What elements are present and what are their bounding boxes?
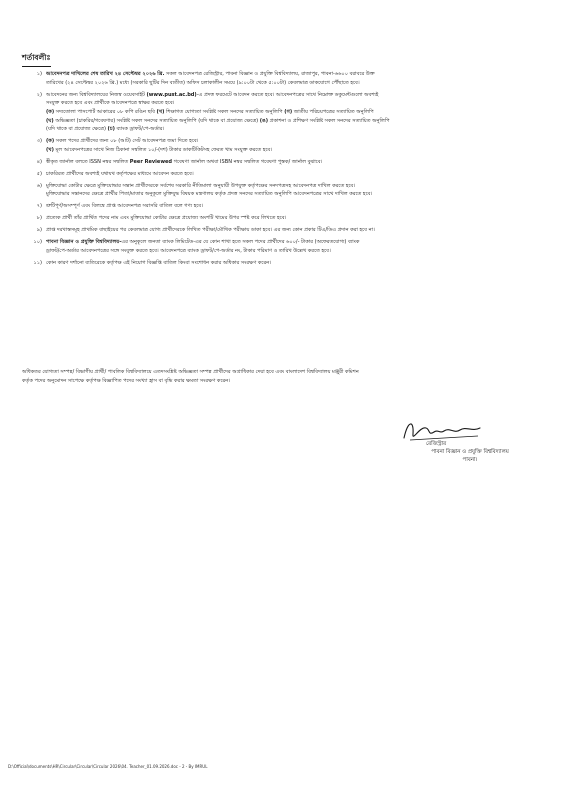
condition-number: ১১) <box>33 259 42 266</box>
condition-text-run: (যদি থাকে বা প্রযোজ্য ক্ষেত্রে) <box>46 126 108 133</box>
condition-bold-text: (www.pust.ac.bd) <box>146 91 197 98</box>
condition-text <box>46 238 542 255</box>
closing-line: অধিকতর যোগ্যতা সম্পন্ন/ বিভাগীয় প্রার্থী/ পাবলিক বিশ্ববিদ্যালয়ে এতদসংশ্লিষ্ট অভিজ্ঞতা সম্পন্ন প্রার্থীদের অগ্রাধিকার দেয়া হবে এবং বাংলাদেশ বিশ্ববিদ্যালয় মঞ্জুরী কমিশন <box>22 369 359 375</box>
condition-text-run: -এ প্রদত্ত ফরমেটে আবেদন করতে হবে। আবেদনপত্রের সাথে নিম্নোক্ত ডকুমেন্টগুলো অবশ্যই <box>196 91 379 98</box>
signatory-role: রেজিস্ট্রার <box>426 441 447 447</box>
condition-bold-text: পাবনা বিজ্ঞান ও প্রযুক্তি বিশ্ববিদ্যালয়- <box>46 238 122 245</box>
condition-text-run: প্রকাশনা ও প্রশিক্ষণ সংশ্লিষ্ট সকল সনদের সত্যায়িত অনুলিপি <box>268 117 390 124</box>
condition-bold-text: (খ) <box>46 147 54 153</box>
condition-number: ২) <box>36 91 42 98</box>
condition-text-run: কোন কারণ দর্শানো ব্যতিরেকে কর্তৃপক্ষ এই নিয়োগ বিজ্ঞপ্তি বাতিল কিংবা সংশোধন করার অধিকার সংরক্ষণ করেন। <box>46 259 272 266</box>
condition-bold-text: (চ) <box>107 126 115 133</box>
condition-item <box>22 238 542 255</box>
condition-text-run: আবেদনের জন্য বিশ্ববিদ্যালয়ের নিজস্ব ওয়েবসাইট <box>46 91 147 98</box>
condition-bold-text: (ঘ) <box>46 117 54 124</box>
condition-text <box>46 259 542 268</box>
condition-line <box>46 99 542 108</box>
condition-text-run: অভিজ্ঞতা (চাকরির/গবেষণার) সংশ্লিষ্ট সকল সনদের সত্যায়িত অনুলিপি (যদি থাকে বা প্রযোজ্য ক্ষেত্রে) <box>53 117 260 124</box>
condition-line <box>46 182 542 191</box>
signatory-city: পাবনা। <box>462 457 478 463</box>
condition-number: ৭) <box>36 203 42 210</box>
condition-item <box>22 91 542 135</box>
condition-line <box>46 238 542 247</box>
condition-text-run: মূল আবেদনপত্রের সাথে নিজ ঠিকানা সম্বলিত ১০/-(দশ) টাকার ডাকটিকিটসহ ফেরত খাম সংযুক্ত করতে হবে। <box>53 147 273 153</box>
condition-line <box>46 190 542 199</box>
condition-item <box>22 226 542 235</box>
condition-text-run: চাকরিরত প্রার্থীদের অবশ্যই যথাযথ কর্তৃপক্ষের মাধ্যমে আবেদন করতে হবে। <box>46 170 194 177</box>
condition-line <box>46 125 542 134</box>
condition-text-run: প্রাপ্ত দরখাস্তসমূহ প্রাথমিক বাছাইয়ের পর কেবলমাত্র যোগ্য প্রার্থীদেরকে লিখিত পরীক্ষা/মৌখিক পরীক্ষায় ডাকা হবে। এর জন্য কোন প্রকার টিএ/ডিএ প্রদান করা হবে না। <box>46 227 375 234</box>
condition-line <box>46 108 542 117</box>
condition-bold-text: (ঙ) <box>259 117 269 124</box>
condition-text <box>46 226 542 235</box>
condition-text-run: গবেষণা জার্নাল অথবা ISBN নম্বর সম্বলিত গবেষণা পুস্তক/ জার্নাল বুঝাবে। <box>172 158 323 165</box>
closing-line: কর্তৃক পদের অনুমোদন সাপেক্ষে কর্তৃপক্ষ বিজ্ঞাপিত পদের সংখ্যা হ্রাস বা বৃদ্ধি করার ক্ষমতা সংরক্ষণ করেন। <box>22 377 231 384</box>
condition-bold-text: Peer Reviewed <box>129 158 173 165</box>
condition-line <box>46 170 542 179</box>
condition-text <box>46 182 542 199</box>
condition-line <box>46 137 542 146</box>
condition-text-run: জাতীয় পরিচয়পত্রের সত্যায়িত অনুলিপি <box>292 109 374 115</box>
condition-line <box>46 259 542 268</box>
file-path-footer: D:\Official\documents\HR\Circular\Circular\Circular 2026\04. Teacher_01.09.2026.doc - 2 - By IMRUL <box>8 764 208 769</box>
condition-item <box>22 214 542 223</box>
condition-text-run: মুক্তিযোদ্ধার সন্তানদের ক্ষেত্রে প্রার্থীর পিতা/মাতার অনুকূলে মুক্তিযুদ্ধ বিষয়ক মন্ত্রণালয় কর্তৃক প্রদত্ত সনদের সত্যায়িত অনুলিপি আবেদনপত্রের সাথে দাখিল করতে হবে। <box>46 191 373 198</box>
condition-number: ১) <box>36 71 42 77</box>
condition-text-run: সদ্যতোলা পাসপোর্ট আকারের ০৮ কপি রঙিন ছবি <box>54 109 157 115</box>
condition-line <box>46 91 542 100</box>
condition-text <box>46 70 542 87</box>
condition-text <box>46 137 542 154</box>
condition-number: ৩) <box>36 138 42 145</box>
conditions-list <box>22 70 542 270</box>
condition-text <box>46 214 542 223</box>
condition-text-run: ত্রুটিপূর্ণ/অসম্পূর্ণ এবং বিলম্বে প্রাপ্ত আবেদনপত্র সরাসরি বাতিল বলে গণ্য হবে। <box>46 203 204 210</box>
condition-text-run: ব্যাংক ড্রাফট/পে-অর্ডার। <box>114 126 165 133</box>
condition-line <box>46 70 542 79</box>
condition-line <box>46 158 542 167</box>
condition-item <box>22 202 542 211</box>
condition-item <box>22 182 542 199</box>
condition-number: ৯) <box>36 227 42 234</box>
condition-bold-text: (ক) <box>46 138 55 145</box>
condition-item <box>22 137 542 154</box>
condition-number: ১০) <box>33 238 42 245</box>
condition-text-run: শিক্ষাগত যোগ্যতা সংশ্লিষ্ট সকল সনদের সত্যায়িত অনুলিপি <box>164 109 285 115</box>
condition-line <box>46 226 542 235</box>
condition-line <box>46 202 542 211</box>
signatory-institution: পাবনা বিজ্ঞান ও প্রযুক্তি বিশ্ববিদ্যালয় <box>431 449 509 455</box>
condition-item <box>22 259 542 268</box>
condition-number: ৬) <box>36 182 42 189</box>
condition-text-run: প্রত্যেক প্রার্থী তাঁর প্রার্থিত পদের নাম এবং মুক্তিযোদ্ধা কোটার ক্ষেত্রে প্রযোজ্য অংশটি খামের উপর স্পষ্ট করে লিখতে হবে। <box>46 215 287 222</box>
condition-line <box>46 79 542 88</box>
condition-item <box>22 70 542 87</box>
condition-item <box>22 158 542 167</box>
condition-number: ৫) <box>36 170 42 177</box>
condition-line <box>46 117 542 126</box>
condition-text <box>46 170 542 179</box>
condition-line <box>46 214 542 223</box>
condition-text <box>46 91 542 135</box>
condition-bold-text: (গ) <box>284 109 293 115</box>
conditions-heading: শর্তাবলীঃ <box>22 52 51 67</box>
condition-line <box>46 146 542 155</box>
condition-item <box>22 170 542 179</box>
condition-number: ৪) <box>36 158 42 165</box>
condition-text <box>46 202 542 211</box>
condition-text-run: সকল আবেদনপত্র রেজিস্ট্রার, পাবনা বিজ্ঞান ও প্রযুক্তি বিশ্ববিদ্যালয়, রাজাপুর, পাবনা-৬৬০০ বরাবরে উক্ত <box>164 71 375 77</box>
condition-text-run: সংযুক্ত করতে হবে এবং প্রার্থীকে আবেদনপত্রে স্বাক্ষর করতে হবে। <box>46 100 175 107</box>
condition-bold-text: আবেদনপত্র দাখিলের শেষ তারিখ ২৪ সেপ্টেম্বর ২০২৬ খ্রি. <box>46 71 165 77</box>
condition-text-run: স্বীকৃত জার্নাল বলতে ISSN নম্বর সম্বলিত <box>46 158 130 165</box>
condition-text <box>46 158 542 167</box>
condition-text-run: সকল পদের প্রার্থীদের জন্য ০৮ (আট) সেট আবেদনপত্র জমা দিতে হবে। <box>54 138 199 145</box>
signature-block <box>400 440 540 464</box>
condition-text-run: তারিখের (২৪ সেপ্টেম্বর ২০২৬ খ্রি.) মধ্যে (সরকারি ছুটির দিন ব্যতীত) অফিস চলাকালীন সময়ে (৯:০০টা থেকে ৫:০০টা) কেবলমাত্র ডাকযোগে পৌঁছাতে হবে। <box>46 79 360 86</box>
closing-paragraph <box>22 368 542 385</box>
condition-bold-text: (ক) <box>46 109 55 115</box>
condition-text-run: ড্রাফট/পে-অর্ডার আবেদনপত্রের সঙ্গে সংযুক্ত করতে হবে। আবেদনপত্রে ব্যাংক ড্রাফট/পে-অর্ডার নং, টাকার পরিমাণ ও তারিখ উল্লেখ করতে হবে। <box>46 247 331 254</box>
condition-bold-text: (খ) <box>156 109 165 115</box>
condition-number: ৮) <box>36 215 42 222</box>
condition-line <box>46 247 542 256</box>
condition-text-run: এর অনুকূলে জনতা ব্যাংক লিমিটেড-এর যে কোন শাখা হতে সকল পদের প্রার্থীদের ৬০০/- টাকার (অফেরতযোগ্য) ব্যাংক <box>121 238 360 245</box>
condition-text-run: মুক্তিযোদ্ধা কোটার ক্ষেত্রে মুক্তিযোদ্ধার সন্তান প্রার্থীদেরকে সর্বশেষ সরকারি নীতিমালা অনুযায়ী উপযুক্ত কর্তৃপক্ষের সনদপত্রসহ আবেদনপত্র দাখিল করতে হবে। <box>46 182 356 189</box>
